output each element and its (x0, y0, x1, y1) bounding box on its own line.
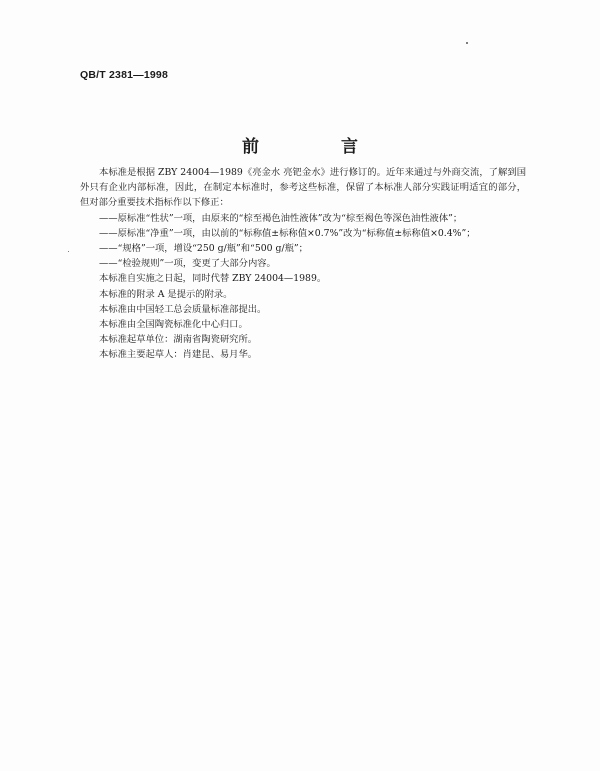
replacement-statement: 本标准自实施之日起，同时代替 ZBY 24004—1989。 (99, 273, 327, 285)
foreword-body (80, 165, 526, 363)
revision-item-inspection-rules: ——“检验规则”一项，变更了大部分内容。 (99, 258, 276, 270)
intro-paragraph: 本标准是根据 ZBY 24004—1989《亮金水 亮钯金水》进行修订的。近年来通过与外商交流，了解到国外只有企业内部标准，因此，在制定本标准时，参考这些标准，保留了本标准人部分实践证明适宜的部分，但对部分重要技术指标作以下修正： (80, 167, 526, 209)
administrator-statement: 本标准由全国陶瓷标准化中心归口。 (99, 319, 248, 331)
revision-item-appearance: ——原标准“性状”一项，由原来的“棕至褐色油性液体”改为“棕至褐色等深色油性液体”； (99, 212, 463, 224)
revision-item-specification: ——“规格”一项，增设“250 g/瓶”和“500 g/瓶”； (99, 243, 308, 255)
drafting-unit-statement: 本标准起草单位：湖南省陶瓷研究所。 (99, 334, 258, 346)
revision-item-net-weight: ——原标准“净重”一项，由以前的“标称值±标称值×0.7%”改为“标称值±标称值×0.4%”； (99, 227, 476, 239)
document-number: QB/T 2381—1998 (80, 69, 169, 81)
appendix-statement: 本标准的附录 A 是提示的附录。 (99, 288, 233, 300)
page-title: 前 言 (242, 137, 396, 157)
proposer-statement: 本标准由中国轻工总会质量标准部提出。 (99, 303, 267, 315)
drafters-statement: 本标准主要起草人：肖建昆、易月华。 (99, 349, 258, 361)
scan-speck (466, 42, 468, 44)
scan-speck (68, 251, 69, 252)
